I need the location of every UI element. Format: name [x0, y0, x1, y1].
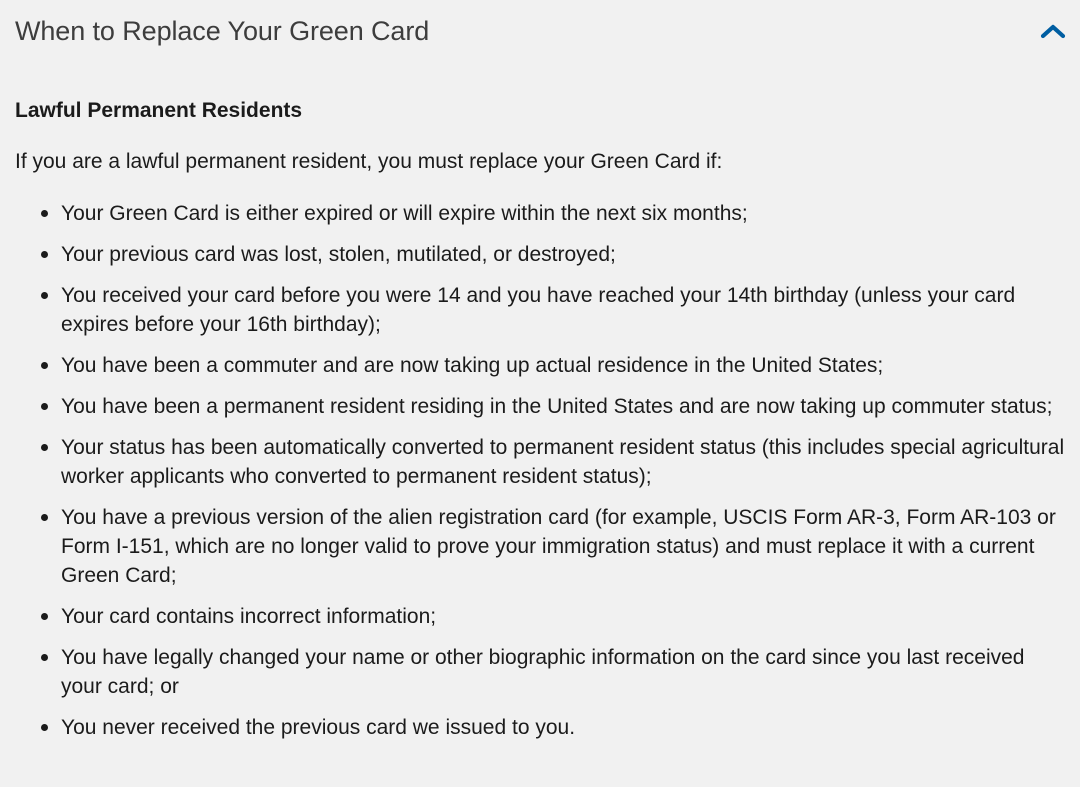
- bullet-icon: [41, 292, 48, 299]
- section-heading: Lawful Permanent Residents: [15, 99, 303, 122]
- list-item: [15, 199, 1065, 228]
- bullet-icon: [41, 444, 48, 451]
- list-item: [15, 392, 1065, 421]
- bullet-icon: [41, 654, 48, 661]
- intro-paragraph: If you are a lawful permanent resident, you must replace your Green Card if:: [15, 150, 723, 173]
- chevron-up-icon-svg: [1040, 23, 1066, 39]
- accordion-content: [0, 97, 1080, 742]
- list-item: [15, 643, 1065, 701]
- accordion-header[interactable]: [0, 0, 1080, 62]
- list-item: [15, 433, 1065, 491]
- list-item-text: You received your card before you were 14 and you have reached your 14th birthday (unless your card expires before your 16th birthday);: [61, 284, 1016, 336]
- accordion-title[interactable]: When to Replace Your Green Card: [15, 16, 430, 46]
- chevron-up-icon[interactable]: [1038, 20, 1068, 42]
- bullet-icon: [41, 514, 48, 521]
- bullet-icon: [41, 210, 48, 217]
- list-item: [15, 240, 1065, 269]
- list-item: [15, 503, 1065, 590]
- bullet-icon: [41, 613, 48, 620]
- bullet-icon: [41, 724, 48, 731]
- list-item-text: Your card contains incorrect information;: [61, 605, 437, 628]
- reasons-list: [15, 199, 1065, 742]
- list-item-text: Your previous card was lost, stolen, mutilated, or destroyed;: [61, 243, 616, 266]
- list-item-text: Your Green Card is either expired or will expire within the next six months;: [61, 202, 748, 225]
- bullet-icon: [41, 251, 48, 258]
- bullet-icon: [41, 362, 48, 369]
- list-item: [15, 602, 1065, 631]
- list-item-text: Your status has been automatically converted to permanent resident status (this includes special agricultural worker applicants who converted to permanent resident status);: [61, 436, 1065, 488]
- list-item: [15, 351, 1065, 380]
- list-item-text: You have a previous version of the alien registration card (for example, USCIS Form AR-3, Form AR-103 or Form I-151, which are no longer valid to prove your immigration status) and must replace it with a current Green Card;: [61, 506, 1056, 587]
- list-item-text: You have been a permanent resident residing in the United States and are now taking up commuter status;: [61, 395, 1053, 418]
- list-item-text: You never received the previous card we issued to you.: [61, 716, 576, 739]
- list-item-text: You have been a commuter and are now taking up actual residence in the United States;: [61, 354, 884, 377]
- list-item: [15, 281, 1065, 339]
- list-item-text: You have legally changed your name or other biographic information on the card since you last received your card; or: [61, 646, 1025, 698]
- list-item: [15, 713, 1065, 742]
- bullet-icon: [41, 403, 48, 410]
